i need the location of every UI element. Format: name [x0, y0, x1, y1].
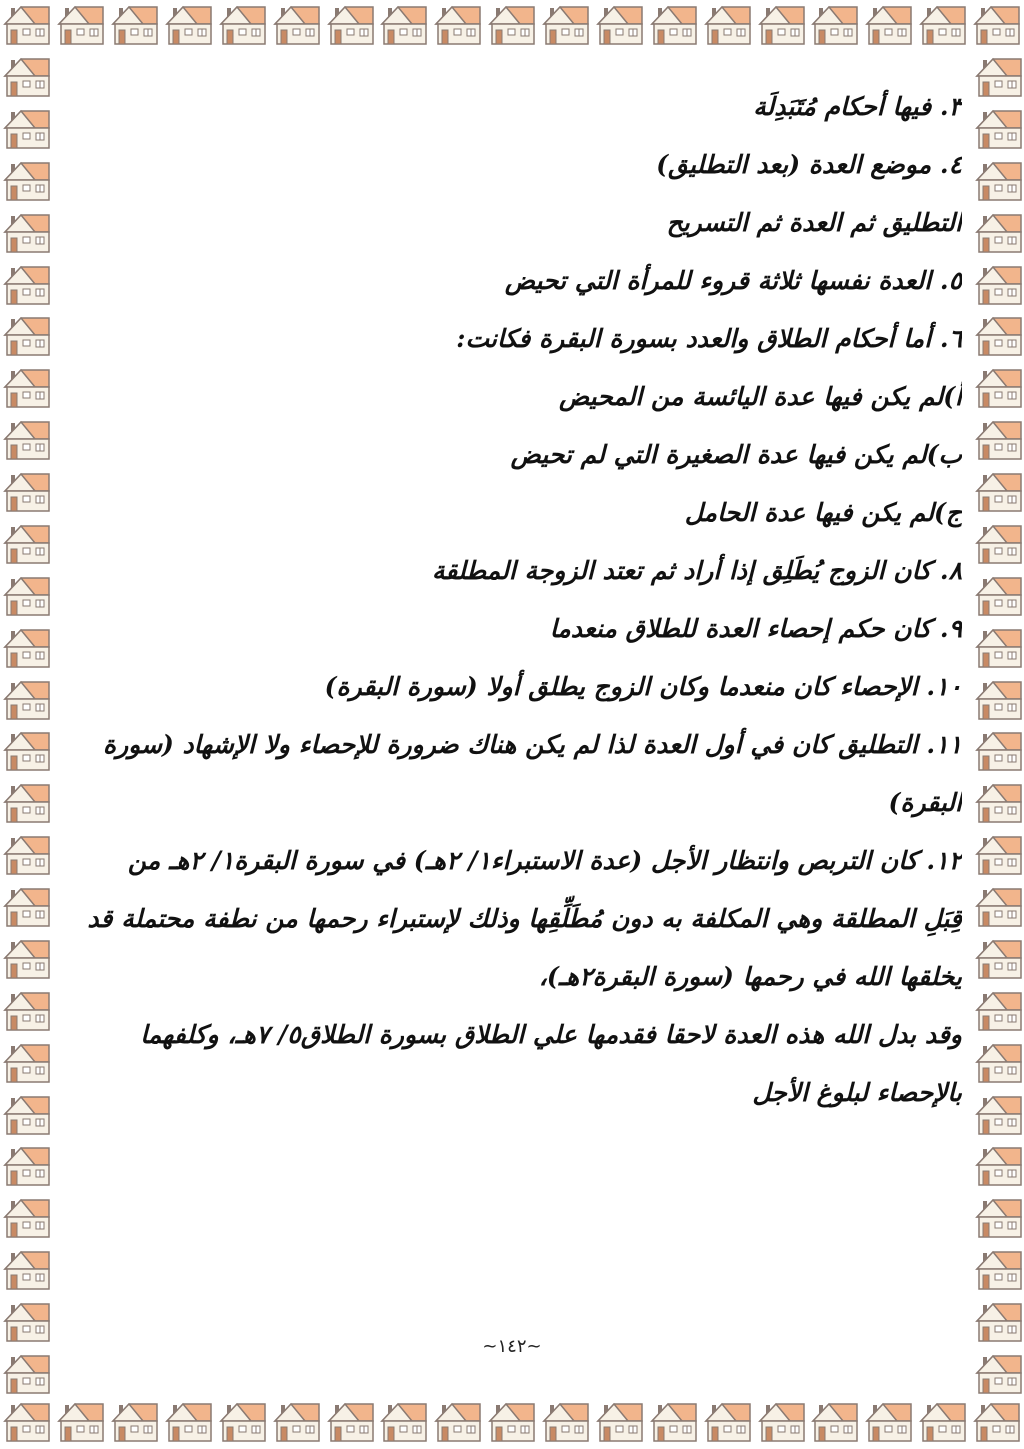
- text-line: ب)لم يكن فيها عدة الصغيرة التي لم تحيض: [510, 440, 962, 469]
- house-icon: [2, 623, 52, 671]
- house-icon: [272, 1397, 322, 1445]
- house-icon: [595, 0, 645, 48]
- page-body: [80, 78, 962, 1122]
- house-icon: [974, 519, 1024, 567]
- house-icon: [487, 1397, 537, 1445]
- house-icon: [974, 467, 1024, 515]
- text-line: ٥. العدة نفسها ثلاثة قروء للمرأة التي تحيض: [504, 266, 962, 295]
- house-icon: [110, 0, 160, 48]
- house-icon: [972, 0, 1022, 48]
- house-icon: [2, 1193, 52, 1241]
- house-icon: [649, 0, 699, 48]
- house-icon: [974, 1090, 1024, 1138]
- house-icon: [433, 1397, 483, 1445]
- border-top: [0, 0, 1024, 52]
- house-icon: [326, 1397, 376, 1445]
- page-number: ~١٤٢~: [482, 1336, 542, 1357]
- house-icon: [974, 571, 1024, 619]
- house-icon: [2, 1038, 52, 1086]
- house-icon: [974, 1245, 1024, 1293]
- house-icon: [56, 1397, 106, 1445]
- house-icon: [974, 1038, 1024, 1086]
- house-icon: [757, 0, 807, 48]
- border-left: [0, 52, 52, 1397]
- border-bottom: [0, 1397, 1024, 1449]
- house-icon: [2, 52, 52, 100]
- text-line: ٨. كان الزوج يُطَلِق إذا أراد ثم تعتد الزوجة المطلقة: [431, 556, 962, 585]
- house-icon: [974, 1193, 1024, 1241]
- house-icon: [974, 623, 1024, 671]
- house-icon: [379, 0, 429, 48]
- house-icon: [2, 882, 52, 930]
- house-icon: [703, 1397, 753, 1445]
- house-icon: [810, 1397, 860, 1445]
- house-icon: [2, 571, 52, 619]
- house-icon: [972, 1397, 1022, 1445]
- house-icon: [487, 0, 537, 48]
- house-icon: [56, 0, 106, 48]
- house-icon: [2, 986, 52, 1034]
- house-icon: [974, 260, 1024, 308]
- house-icon: [164, 1397, 214, 1445]
- house-icon: [541, 1397, 591, 1445]
- house-icon: [110, 1397, 160, 1445]
- house-icon: [326, 0, 376, 48]
- house-icon: [757, 1397, 807, 1445]
- house-icon: [974, 882, 1024, 930]
- house-icon: [218, 1397, 268, 1445]
- house-icon: [974, 726, 1024, 774]
- house-icon: [974, 208, 1024, 256]
- house-icon: [2, 778, 52, 826]
- text-line: أ)لم يكن فيها عدة اليائسة من المحيض: [559, 382, 962, 411]
- text-line: وقد بدل الله هذه العدة لاحقا فقدمها علي الطلاق بسورة الطلاق٥/ ٧هـ، وكلفهما: [140, 1020, 962, 1049]
- house-icon: [864, 0, 914, 48]
- house-icon: [379, 1397, 429, 1445]
- house-icon: [974, 1141, 1024, 1189]
- house-icon: [2, 675, 52, 723]
- house-icon: [974, 104, 1024, 152]
- house-icon: [974, 363, 1024, 411]
- house-icon: [164, 0, 214, 48]
- house-icon: [595, 1397, 645, 1445]
- house-icon: [974, 311, 1024, 359]
- text-line: ٩. كان حكم إحصاء العدة للطلاق منعدما: [549, 614, 962, 643]
- text-line: ١٠. الإحصاء كان منعدما وكان الزوج يطلق أولا (سورة البقرة): [324, 672, 962, 701]
- house-icon: [2, 934, 52, 982]
- text-line: ١٢. كان التربص وانتظار الأجل (عدة الاستبراء١/ ٢هـ) في سورة البقرة١/ ٢هـ من: [127, 846, 962, 875]
- text-line: البقرة): [888, 788, 962, 817]
- border-right: [972, 52, 1024, 1397]
- text-line: ٣. فيها أحكام مُتَبَدِلَة: [753, 92, 962, 121]
- house-icon: [272, 0, 322, 48]
- house-icon: [2, 415, 52, 463]
- house-icon: [2, 1397, 52, 1445]
- house-icon: [2, 467, 52, 515]
- house-icon: [2, 1245, 52, 1293]
- house-icon: [2, 1141, 52, 1189]
- house-icon: [2, 519, 52, 567]
- text-line: ٤. موضع العدة (بعد التطليق): [656, 150, 962, 179]
- house-icon: [974, 156, 1024, 204]
- house-icon: [649, 1397, 699, 1445]
- house-icon: [218, 0, 268, 48]
- house-icon: [974, 830, 1024, 878]
- house-icon: [918, 1397, 968, 1445]
- house-icon: [541, 0, 591, 48]
- text-line: قِبَلِ المطلقة وهي المكلفة به دون مُطَلِّقِها وذلك لإستبراء رحمها من نطفة محتملة قد: [87, 904, 962, 933]
- house-icon: [2, 311, 52, 359]
- house-icon: [2, 104, 52, 152]
- house-icon: [810, 0, 860, 48]
- house-icon: [974, 52, 1024, 100]
- house-icon: [864, 1397, 914, 1445]
- house-icon: [2, 363, 52, 411]
- text-line: ج)لم يكن فيها عدة الحامل: [684, 498, 962, 527]
- house-icon: [2, 208, 52, 256]
- text-line: ٦. أما أحكام الطلاق والعدد بسورة البقرة فكانت:: [456, 324, 962, 353]
- house-icon: [703, 0, 753, 48]
- house-icon: [974, 934, 1024, 982]
- text-line: بالإحصاء لبلوغ الأجل: [752, 1078, 962, 1107]
- house-icon: [974, 778, 1024, 826]
- house-icon: [2, 830, 52, 878]
- house-icon: [2, 260, 52, 308]
- text-line: يخلقها الله في رحمها (سورة البقرة٢هـ)،: [538, 962, 962, 991]
- text-line: ١١. التطليق كان في أول العدة لذا لم يكن هناك ضرورة للإحصاء ولا الإشهاد (سورة: [102, 730, 962, 759]
- text-line: التطليق ثم العدة ثم التسريح: [666, 208, 962, 237]
- house-icon: [2, 1090, 52, 1138]
- house-icon: [974, 986, 1024, 1034]
- house-icon: [2, 156, 52, 204]
- house-icon: [974, 675, 1024, 723]
- house-icon: [2, 0, 52, 48]
- house-icon: [2, 726, 52, 774]
- house-icon: [974, 415, 1024, 463]
- house-icon: [433, 0, 483, 48]
- house-icon: [918, 0, 968, 48]
